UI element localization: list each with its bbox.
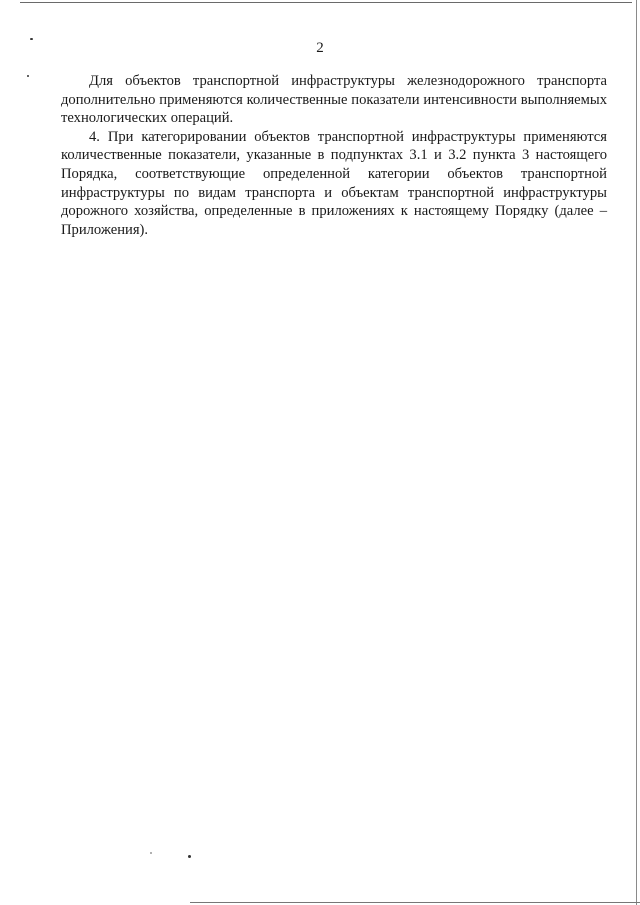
- body-text: [61, 72, 607, 239]
- scan-speck: [150, 852, 152, 854]
- scan-speck: [188, 855, 191, 858]
- page-number: 2: [316, 40, 324, 56]
- paragraph-railway-indicators: Для объектов транспортной инфраструктуры железнодорожного транспорта дополнительно применяются количественные показатели интенсивности выполняемых технологических операций.: [61, 73, 607, 127]
- scan-edge-right: [636, 0, 637, 905]
- scan-edge-top: [20, 2, 632, 3]
- scan-speck: [27, 75, 29, 77]
- scan-edge-bottom: [190, 902, 640, 903]
- paragraph-item-4: 4. При категорировании объектов транспортной инфраструктуры применяются количественные показатели, указанные в подпунктах 3.1 и 3.2 пункта 3 настоящего Порядка, соответствующие определенной категории объектов транспортной инфраструктуры по видам транспорта и объектам транспортной инфраструктуры дорожного хозяйства, определенные в приложениях к настоящему Порядку (далее – Приложения).: [61, 128, 607, 238]
